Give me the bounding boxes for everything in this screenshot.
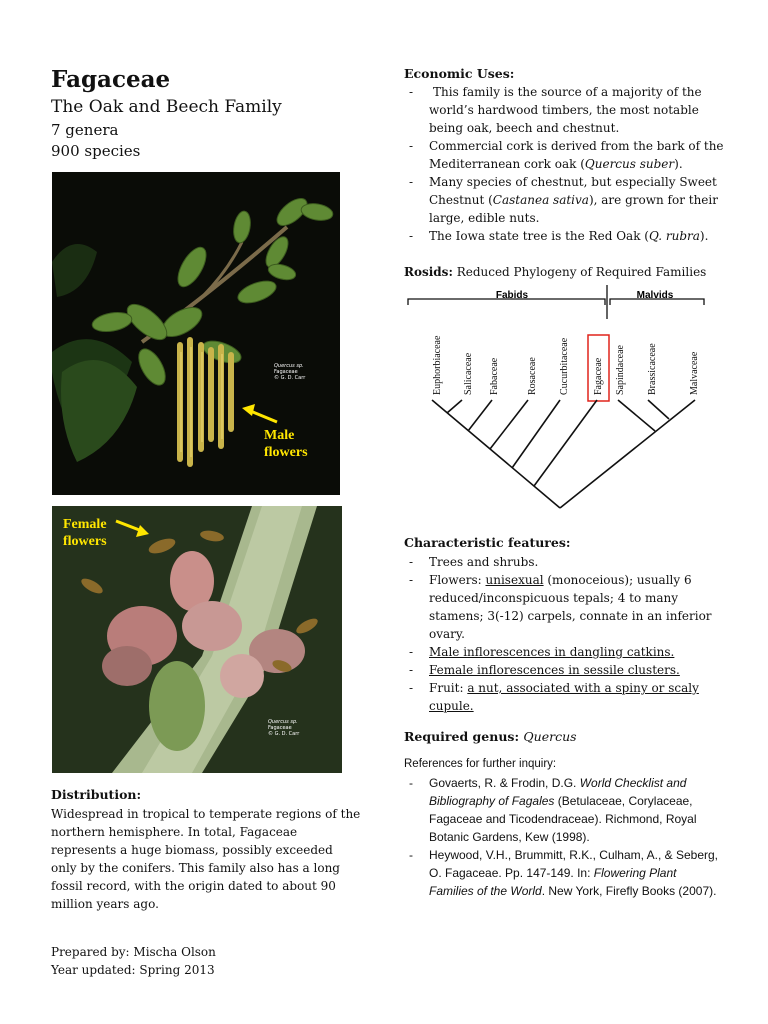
photo-credit: Quercus sp. Fagaceae © G. D. Carr: [274, 363, 306, 381]
features-list: [404, 553, 722, 715]
taxon-label: Rosaceae: [527, 357, 538, 395]
phylogeny-tree: [400, 283, 725, 513]
male-flowers-photo: [52, 172, 340, 495]
list-item: - Male inflorescences in dangling catkins.: [404, 643, 722, 661]
list-item: - Flowers: unisexual (monoceious); usually 6 reduced/inconspicuous tepals; 4 to many stamens; 3(-12) carpels, connate in an inferior ovary.: [404, 571, 722, 643]
female-flowers-photo: [52, 506, 342, 773]
references-list: [404, 774, 722, 900]
features-heading: Characteristic features:: [404, 535, 571, 550]
list-item: - The Iowa state tree is the Red Oak (Q. rubra).: [404, 227, 724, 245]
taxon-label: Fagaceae: [593, 357, 604, 395]
tree-branches: [432, 400, 695, 508]
photo-credit: Quercus sp. Fagaceae © G. D. Carr: [268, 719, 300, 737]
year-updated: Year updated: Spring 2013: [51, 963, 215, 977]
list-item: - This family is the source of a majority of the world’s hardwood timbers, the most notable being oak, beech and chestnut.: [404, 83, 724, 137]
distribution-text: Widespread in tropical to temperate regions of the northern hemisphere. In total, Fagaceae represents a huge biomass, possibly exceeded only by the conifers. This family also has a long fossil record, with the origin dated to about 90 million years ago.: [51, 807, 361, 911]
required-genus: Required genus: Quercus: [404, 729, 577, 744]
list-item: - Female inflorescences in sessile clusters.: [404, 661, 722, 679]
list-item: - Many species of chestnut, but especially Sweet Chestnut (Castanea sativa), are grown for their large, edible nuts.: [404, 173, 724, 227]
male-flowers-label: Male flowers: [264, 428, 308, 460]
distribution-heading: Distribution:: [51, 787, 142, 802]
family-common-name: The Oak and Beech Family: [51, 97, 282, 117]
genera-count: 7 genera: [51, 121, 119, 139]
phylogeny-heading: Rosids: Reduced Phylogeny of Required Families: [404, 265, 707, 279]
list-item: - Trees and shrubs.: [404, 553, 722, 571]
taxon-label: Sapindaceae: [615, 345, 626, 395]
list-item: - Fruit: a nut, associated with a spiny or scaly cupule.: [404, 679, 722, 715]
taxon-label: Euphorbiaceae: [432, 335, 443, 395]
female-flowers-label: Female flowers: [63, 517, 107, 549]
taxon-label: Brassicaceae: [647, 343, 658, 395]
reference-item: - Heywood, V.H., Brummitt, R.K., Culham, A., & Seberg, O. Fagaceae. Pp. 147-149. In: Flowering Plant Families of the World. New York, Firefly Books (2007).: [404, 846, 722, 900]
taxon-label: Malvaceae: [689, 351, 700, 395]
list-item: - Commercial cork is derived from the bark of the Mediterranean cork oak (Quercus suber).: [404, 137, 724, 173]
reference-item: - Govaerts, R. & Frodin, D.G. World Checklist and Bibliography of Fagales (Betulaceae, Corylaceae, Fagaceae and Ticodendraceae). Richmond, Royal Botanic Gardens, Kew (1998).: [404, 774, 722, 846]
references-heading: References for further inquiry:: [404, 758, 557, 770]
group-label-malvids: Malvids: [636, 290, 674, 301]
taxon-label: Salicaceae: [463, 352, 474, 395]
economic-uses-heading: Economic Uses:: [404, 66, 515, 81]
page-title: Fagaceae: [51, 66, 171, 93]
phylogeny-tree-svg: [400, 283, 725, 513]
economic-uses-list: [404, 83, 724, 245]
taxon-label: Fabaceae: [489, 357, 500, 395]
prepared-by: Prepared by: Mischa Olson: [51, 945, 216, 959]
taxon-label: Cucurbitaceae: [559, 337, 570, 395]
group-label-fabids: Fabids: [495, 290, 529, 301]
species-count: 900 species: [51, 142, 141, 160]
